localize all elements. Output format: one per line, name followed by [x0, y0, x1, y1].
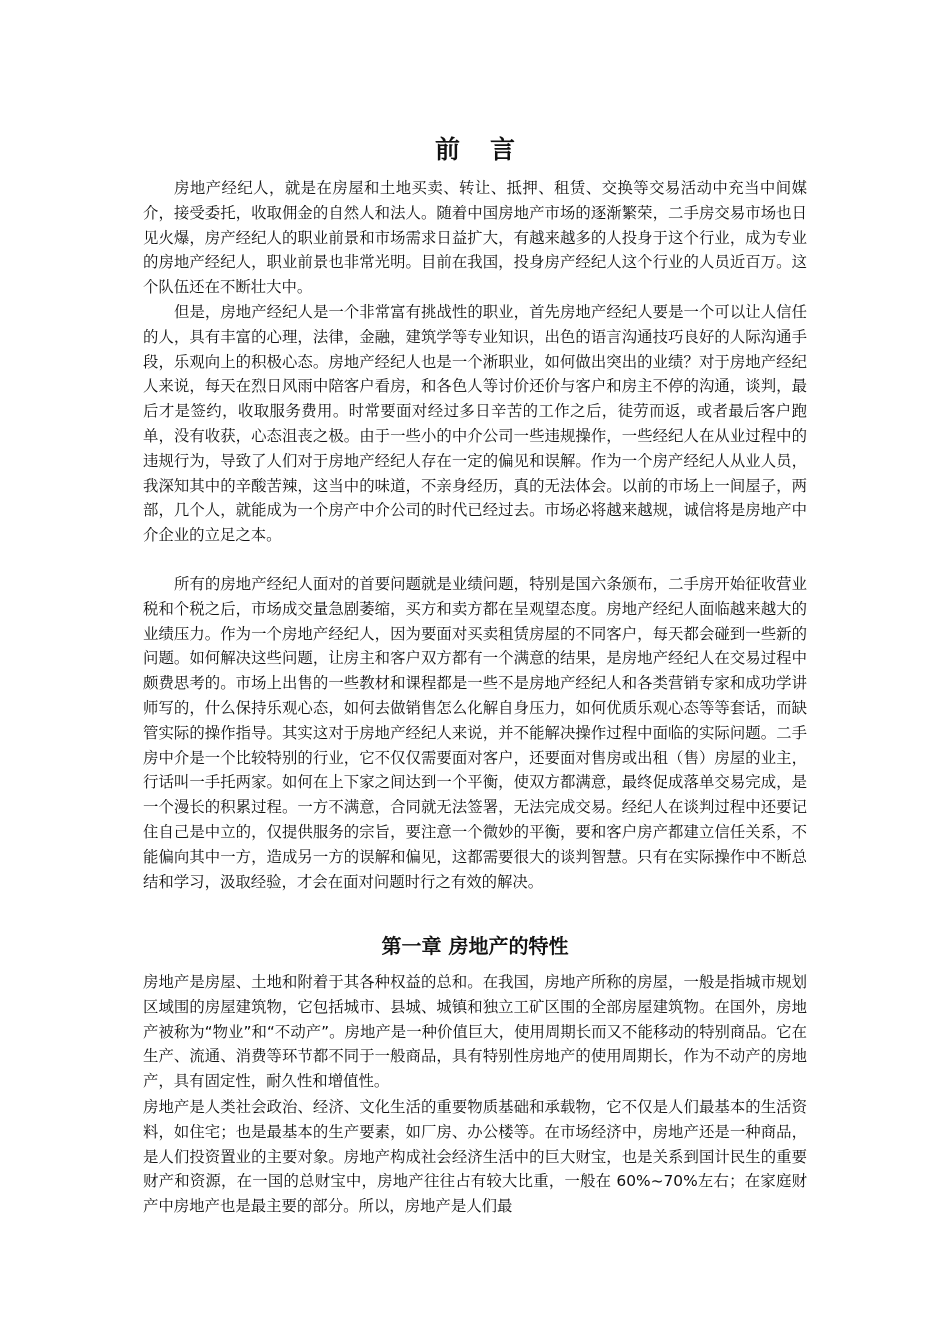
preface-paragraph-2: 但是，房地产经纪人是一个非常富有挑战性的职业，首先房地产经纪人要是一个可以让人信任的人，具有丰富的心理，法律，金融，建筑学等专业知识，出色的语言沟通技巧良好的人际沟通手段，乐观向上的积极心态。房地产经纪人也是一个淅职业，如何做出突出的业绩？对于房地产经纪人来说，每天在烈日风雨中陪客户看房，和各色人等讨价还价与客户和房主不停的沟通，谈判，最后才是签约，收取服务费用。时常要面对经过多日辛苦的工作之后，徒劳而返，或者最后客户跑单，没有收获，心态沮丧之极。由于一些小的中介公司一些违规操作，一些经纪人在从业过程中的违规行为，导致了人们对于房地产经纪人存在一定的偏见和误解。作为一个房产经纪人从业人员，我深知其中的辛酸苦辣，这当中的味道，不亲身经历，真的无法体会。以前的市场上一间屋子，两部，几个人，就能成为一个房产中介公司的时代已经过去。市场必将越来越规，诚信将是房地产中介企业的立足之本。 [143, 303, 807, 545]
preface-paragraph-1: 房地产经纪人，就是在房屋和土地买卖、转让、抵押、租赁、交换等交易活动中充当中间媒介，接受委托，收取佣金的自然人和法人。随着中国房地产市场的逐渐繁荣，二手房交易市场也日见火爆，房产经纪人的职业前景和市场需求日益扩大，有越来越多的人投身于这个行业，成为专业的房地产经纪人，职业前景也非常光明。目前在我国，投身房产经纪人这个行业的人员近百万。这个队伍还在不断壮大中。 [143, 179, 807, 297]
chapter-paragraph-1: 房地产是房屋、土地和附着于其各种权益的总和。在我国，房地产所称的房屋，一般是指城市规划区域围的房屋建筑物，它包括城市、县城、城镇和独立工矿区围的全部房屋建筑物。在国外，房地产被称为“物业”和“不动产”。房地产是一种价值巨大，使用周期长而又不能移动的特别商品。它在生产、流通、消费等环节都不同于一般商品，具有特别性房地产的使用周期长，作为不动产的房地产，具有固定性，耐久性和增值性。 [143, 973, 807, 1091]
preface-paragraph-3: 所有的房地产经纪人面对的首要问题就是业绩问题，特别是国六条颁布，二手房开始征收营业税和个税之后，市场成交量急剧萎缩，买方和卖方都在呈观望态度。房地产经纪人面临越来越大的业绩压力。作为一个房地产经纪人，因为要面对买卖租赁房屋的不同客户，每天都会碰到一些新的问题。如何解决这些问题，让房主和客户双方都有一个满意的结果，是房地产经纪人在交易过程中颇费思考的。市场上出售的一些教材和课程都是一些不是房地产经纪人和各类营销专家和成功学讲师写的，什么保持乐观心态，如何去做销售怎么化解自身压力，如何优质乐观心态等等套话，而缺管实际的操作指导。其实这对于房地产经纪人来说，并不能解决操作过程中面临的实际问题。二手房中介是一个比较特别的行业，它不仅仅需要面对客户，还要面对售房或出租（售）房屋的业主，行话叫一手托两家。如何在上下家之间达到一个平衡，使双方都满意，最终促成落单交易完成，是一个漫长的积累过程。一方不满意，合同就无法签署，无法完成交易。经纪人在谈判过程中还要记住自己是中立的，仅提供服务的宗旨，要注意一个微妙的平衡，要和客户房产都建立信任关系，不能偏向其中一方，造成另一方的误解和偏见，这都需要很大的谈判智慧。只有在实际操作中不断总结和学习，汲取经验，才会在面对问题时行之有效的解决。 [143, 575, 807, 891]
chapter-paragraph-2: 房地产是人类社会政治、经济、文化生活的重要物质基础和承载物，它不仅是人们最基本的生活资料，如住宅；也是最基本的生产要素，如厂房、办公楼等。在市场经济中，房地产还是一种商品，是人们投资置业的主要对象。房地产构成社会经济生活中的巨大财宝，也是关系到国计民生的重要财产和资源，在一国的总财宝中，房地产往往占有较大比重，一般在 60%~70%左右；在家庭财产中房地产也是最主要的部分。所以，房地产是人们最 [143, 1098, 807, 1216]
chapter-title: 第一章 房地产的特性 [381, 934, 569, 958]
preface-title: 前言 [434, 135, 545, 164]
